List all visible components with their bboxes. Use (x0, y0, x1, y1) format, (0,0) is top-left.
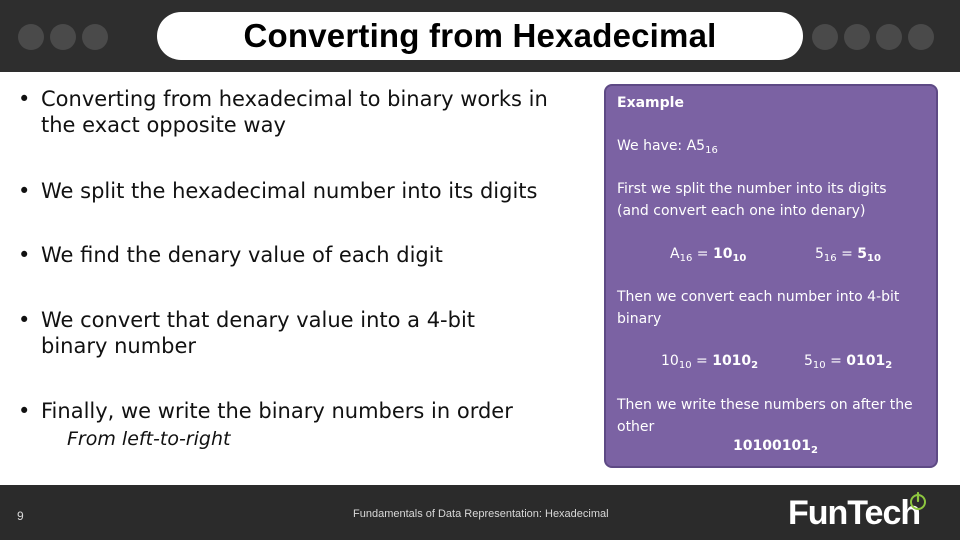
example-panel (604, 84, 938, 468)
bullet-text: Converting from hexadecimal to binary works in the exact opposite way (41, 87, 548, 137)
hex-digit: A (670, 246, 680, 262)
example-heading: Example (617, 95, 684, 111)
final-binary-base: 2 (810, 445, 818, 456)
hex-digit: 5 (815, 246, 824, 262)
page-title: Converting from Hexadecimal (243, 17, 717, 54)
final-binary-value: 10100101 (733, 438, 811, 454)
bullet-mark: • (18, 308, 31, 332)
split-instruction: First we split the number into its digits (and convert each one into denary) (617, 181, 887, 219)
bullet-text: Finally, we write the binary numbers in order (41, 399, 513, 423)
equals-sign: = (836, 246, 858, 262)
denary-conversion-a (670, 246, 746, 264)
equals-sign: = (825, 353, 847, 369)
bullet-mark: • (18, 399, 31, 423)
denary-digit-base: 10 (812, 360, 826, 371)
hex-digit-base: 16 (679, 253, 693, 264)
decorative-dot (50, 24, 76, 50)
denary-value-base: 10 (732, 253, 747, 264)
we-have-text: We have: A5 (617, 138, 706, 154)
binary-conversion-5 (804, 353, 892, 371)
equals-sign: = (692, 246, 713, 262)
binary-value: 0101 (846, 353, 886, 369)
final-binary-result (733, 438, 818, 456)
binary-value-base: 2 (885, 360, 893, 371)
denary-value: 5 (857, 246, 868, 262)
bullet-text: We find the denary value of each digit (41, 243, 443, 267)
decorative-dot (18, 24, 44, 50)
title-band (0, 0, 960, 72)
we-have-line (617, 138, 718, 156)
convert-instruction: Then we convert each number into 4-bit binary (617, 289, 900, 327)
decorative-dot (844, 24, 870, 50)
power-icon (908, 491, 928, 511)
hex-digit-base: 16 (823, 253, 837, 264)
denary-digit: 10 (661, 353, 679, 369)
decorative-dot (82, 24, 108, 50)
decorative-dots-left (18, 24, 108, 50)
slide-number: 9 (17, 509, 24, 523)
equals-sign: = (691, 353, 713, 369)
bullet-mark: • (18, 87, 31, 111)
denary-value: 10 (712, 246, 733, 262)
decorative-dot (908, 24, 934, 50)
bullet-mark: • (18, 243, 31, 267)
denary-value-base: 10 (867, 253, 881, 264)
bullet-text: We split the hexadecimal number into its digits (41, 179, 538, 203)
binary-conversion-10 (661, 353, 758, 371)
footer-title: Fundamentals of Data Representation: Hexadecimal (353, 508, 609, 520)
subnote: From left-to-right (67, 428, 231, 450)
decorative-dots-right (812, 24, 934, 50)
logo-text: FunTech (788, 494, 921, 532)
bullet-item (18, 86, 578, 138)
we-have-subscript: 16 (705, 145, 718, 156)
write-instruction: Then we write these numbers on after the other (617, 397, 913, 435)
binary-value-base: 2 (751, 360, 759, 371)
bullet-text: We convert that denary value into a 4-bit binary number (41, 308, 476, 358)
decorative-dot (876, 24, 902, 50)
binary-value: 1010 (712, 353, 752, 369)
bullet-item (18, 398, 578, 424)
bullet-item (18, 307, 518, 359)
bullet-item (18, 242, 578, 268)
decorative-dot (812, 24, 838, 50)
denary-conversion-5 (815, 246, 881, 264)
funtech-logo (788, 492, 938, 536)
denary-digit: 5 (804, 353, 813, 369)
denary-digit-base: 10 (678, 360, 692, 371)
bullet-item (18, 178, 578, 204)
title-pill (157, 12, 803, 60)
bullet-mark: • (18, 179, 31, 203)
